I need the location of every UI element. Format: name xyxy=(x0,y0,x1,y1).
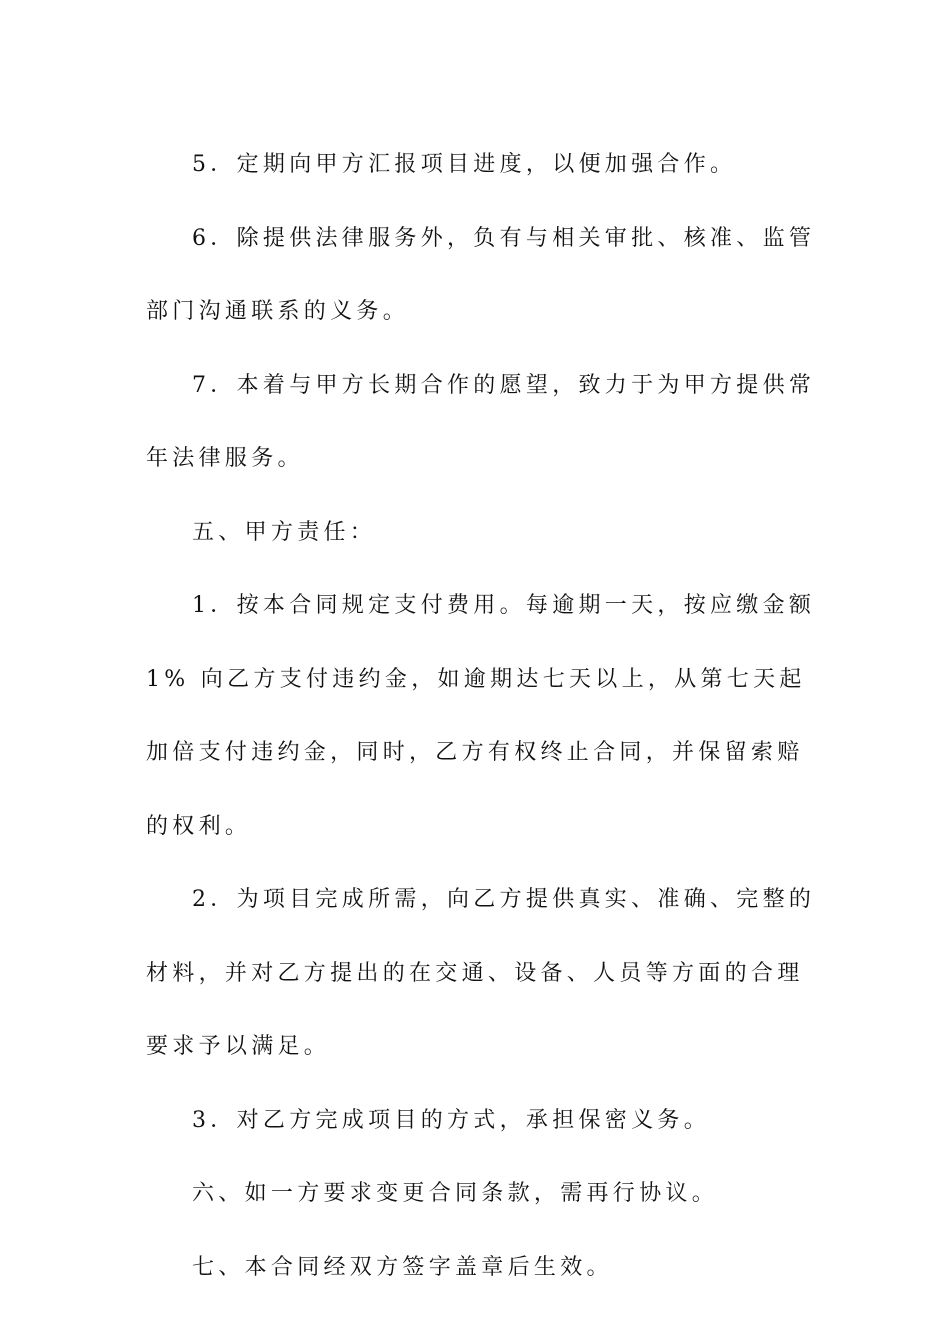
clause-paragraph: 6．除提供法律服务外，负有与相关审批、核准、监管部门沟通联系的义务。 xyxy=(146,225,816,324)
section-heading: 五、甲方责任： xyxy=(192,519,377,545)
clause-paragraph: 3．对乙方完成项目的方式，承担保密义务。 xyxy=(192,1107,710,1133)
clause-paragraph: 1．按本合同规定支付费用。每逾期一天，按应缴金额 1% 向乙方支付违约金，如逾期达七天以上，从第七天起加倍支付违约金，同时，乙方有权终止合同，并保留索赔的权利。 xyxy=(146,593,816,839)
clause-paragraph: 7．本着与甲方长期合作的愿望，致力于为甲方提供常年法律服务。 xyxy=(146,372,816,471)
section-heading: 六、如一方要求变更合同条款，需再行协议。 xyxy=(192,1181,719,1206)
document-body xyxy=(146,128,816,1304)
clause-paragraph: 5．定期向甲方汇报项目进度，以便加强合作。 xyxy=(192,152,737,177)
section-heading: 七、本合同经双方签字盖章后生效。 xyxy=(192,1254,613,1280)
clause-paragraph: 2．为项目完成所需，向乙方提供真实、准确、完整的材料，并对乙方提出的在交通、设备、人员等方面的合理要求予以满足。 xyxy=(146,887,816,1059)
